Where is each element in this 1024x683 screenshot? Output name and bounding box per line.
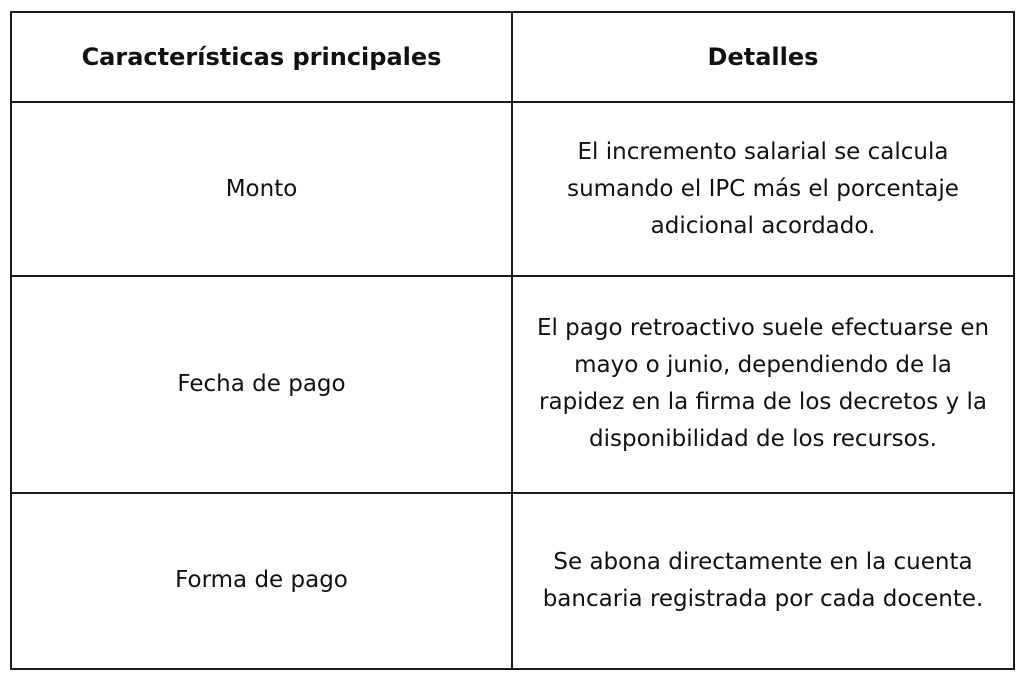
- header-features: Características principales: [11, 12, 512, 102]
- detail-cell: El pago retroactivo suele efectuarse en mayo o junio, dependiendo de la rapidez en la firma de los decretos y la disponibilidad de los recursos.: [512, 276, 1014, 492]
- table-row: [11, 493, 1014, 669]
- table-header-row: [11, 12, 1014, 102]
- feature-cell: Forma de pago: [11, 493, 512, 669]
- feature-cell: Monto: [11, 102, 512, 276]
- info-table: [10, 11, 1015, 670]
- header-details: Detalles: [512, 12, 1014, 102]
- detail-cell: Se abona directamente en la cuenta bancaria registrada por cada docente.: [512, 493, 1014, 669]
- table-row: [11, 102, 1014, 276]
- detail-cell: El incremento salarial se calcula sumando el IPC más el porcentaje adicional acordado.: [512, 102, 1014, 276]
- info-table-container: [10, 11, 1013, 670]
- feature-cell: Fecha de pago: [11, 276, 512, 492]
- table-row: [11, 276, 1014, 492]
